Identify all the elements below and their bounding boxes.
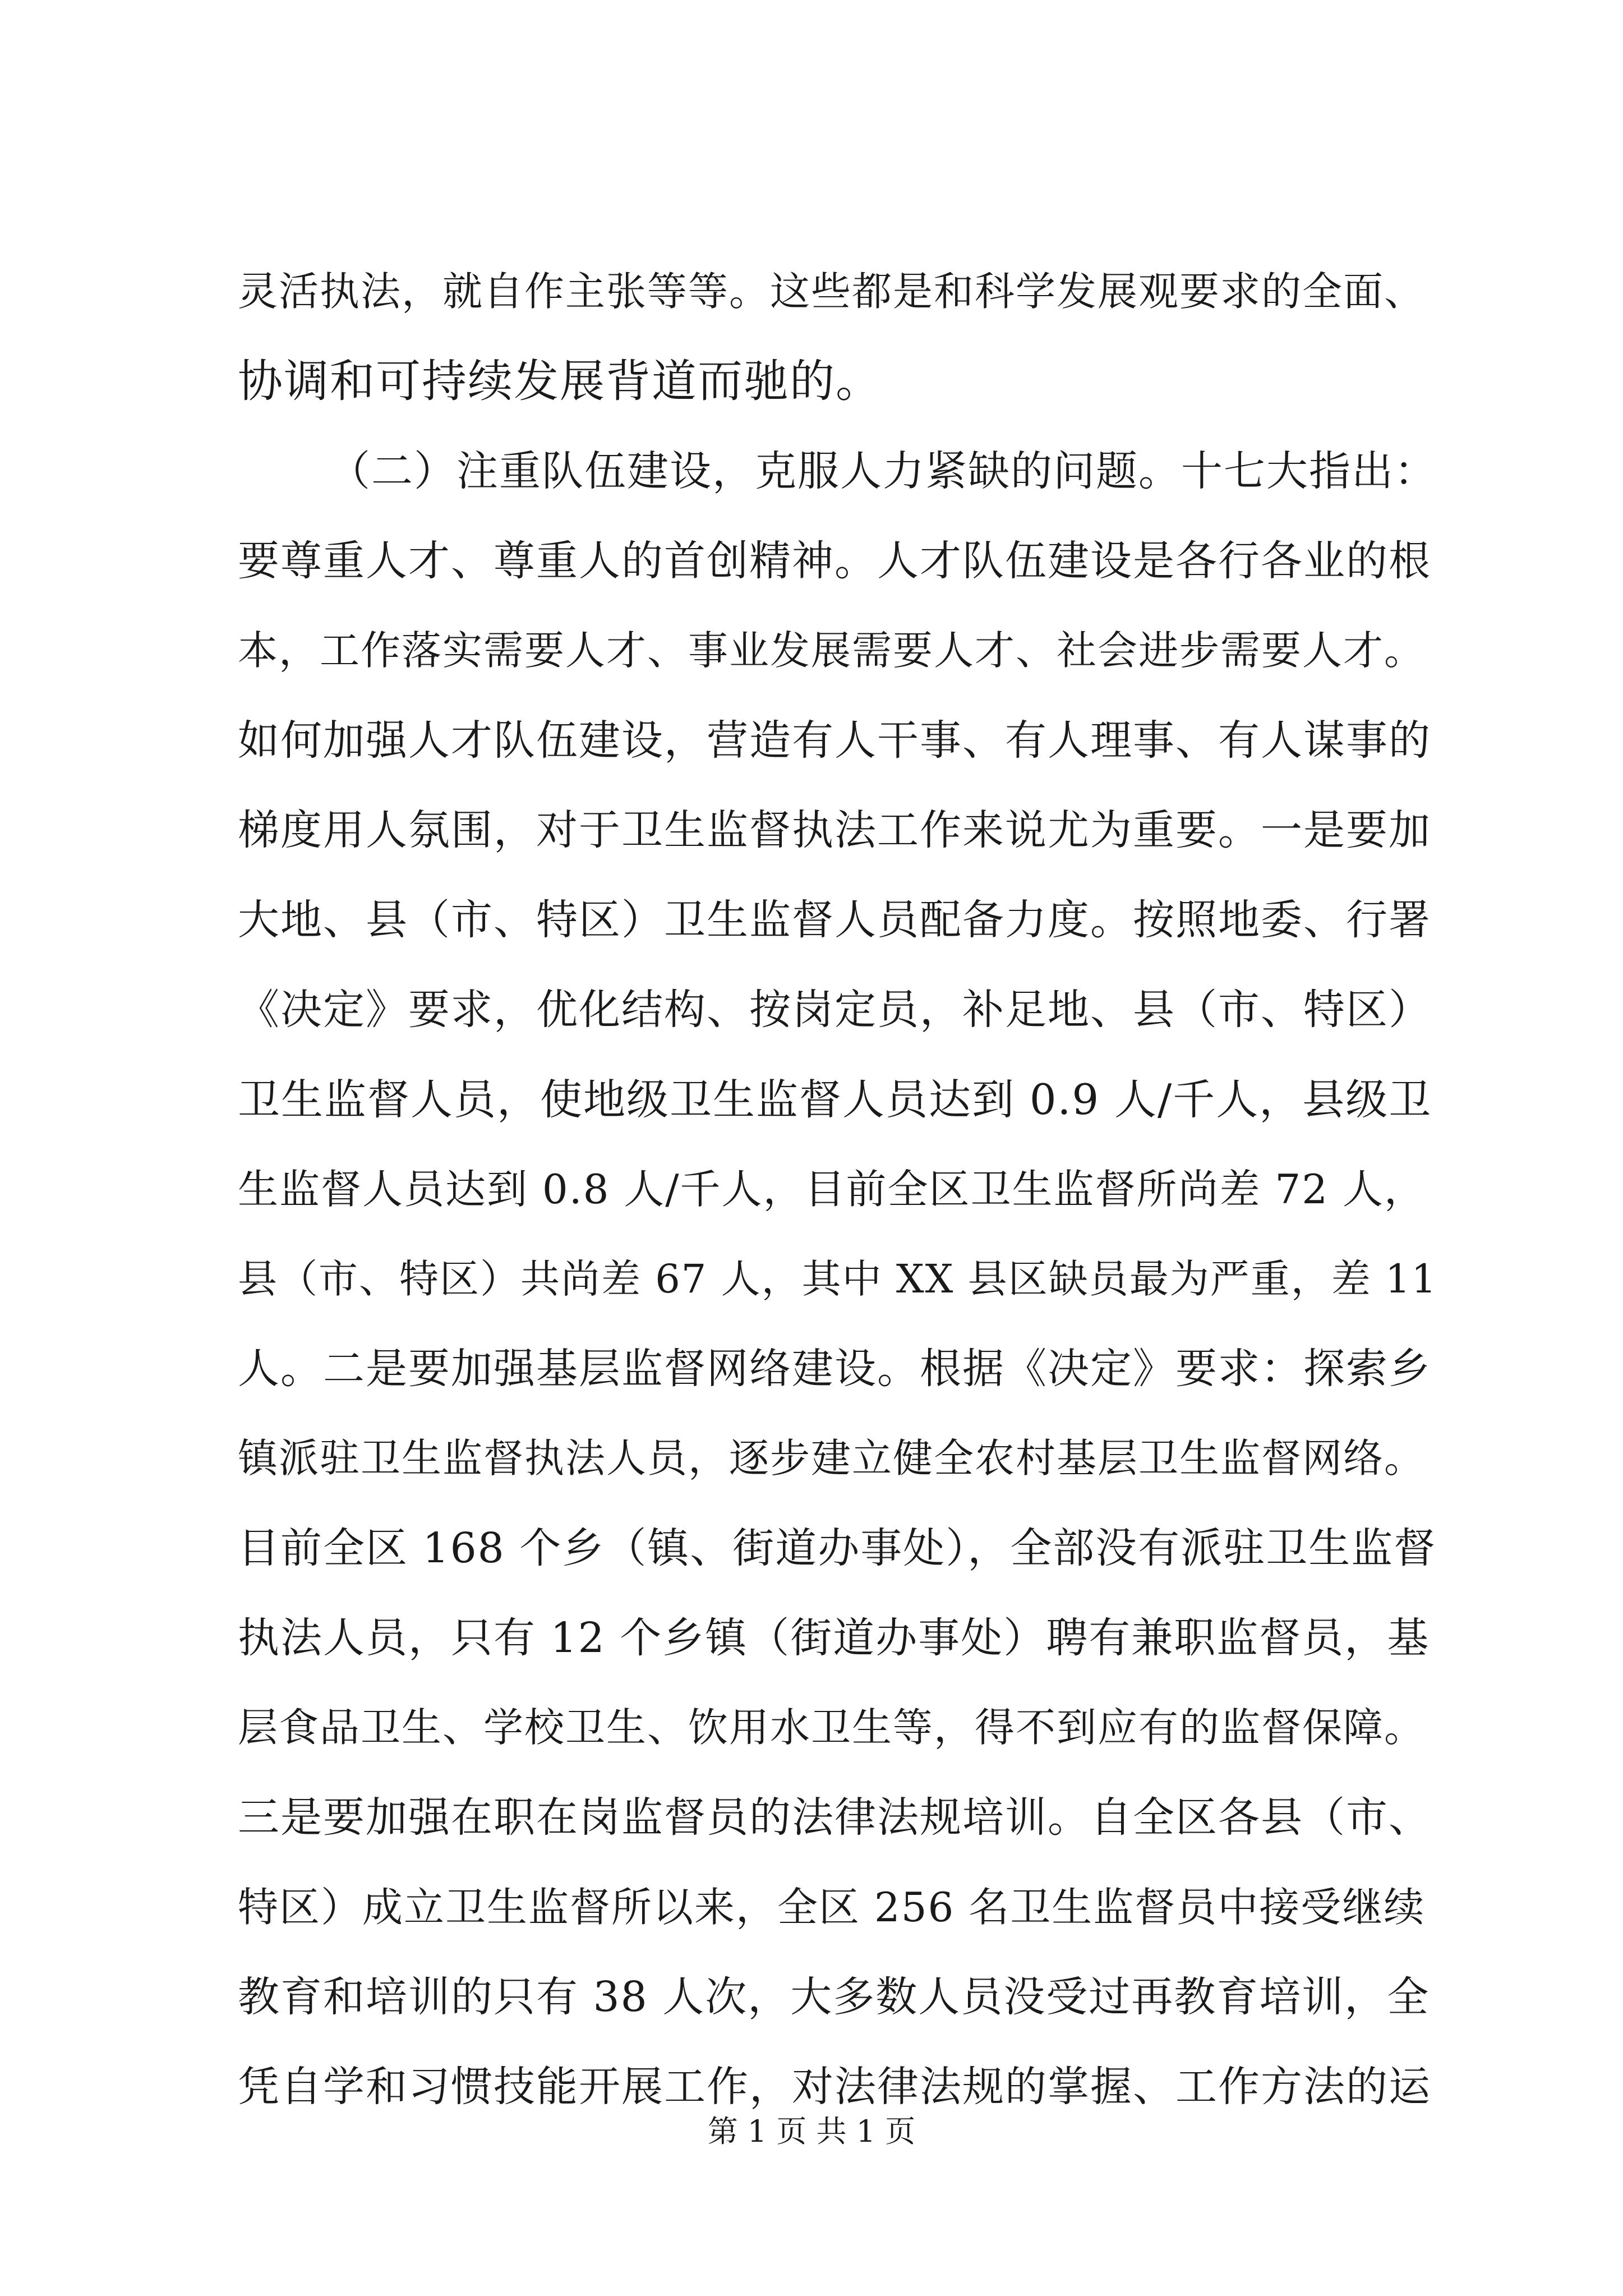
text-line: 本，工作落实需要人才、事业发展需要人才、社会进步需要人才。 — [238, 627, 1426, 674]
text-line: 县（市、特区）共尚差 67 人，其中 XX 县区缺员最为严重，差 11 — [238, 1256, 1438, 1302]
text-line: 教育和培训的只有 38 人次，大多数人员没受过再教育培训，全 — [238, 1973, 1430, 2021]
text-line: 特区）成立卫生监督所以来，全区 256 名卫生监督员中接受继续 — [238, 1884, 1426, 1931]
page-footer: 第 1 页 共 1 页 — [707, 2114, 916, 2149]
text-line: 大地、县（市、特区）卫生监督人员配备力度。按照地委、行署 — [238, 896, 1431, 944]
text-line: 如何加强人才队伍建设，营造有人干事、有人理事、有人谋事的 — [238, 716, 1431, 765]
text-line: 三是要加强在职在岗监督员的法律法规培训。自全区各县（市、 — [238, 1793, 1431, 1842]
text-line: 凭自学和习惯技能开展工作，对法律法规的掌握、工作方法的运 — [238, 2063, 1431, 2111]
text-line: 《决定》要求，优化结构、按岗定员，补足地、县（市、特区） — [238, 986, 1431, 1034]
body-text — [238, 247, 1438, 2132]
text-line: 人。二是要加强基层监督网络建设。根据《决定》要求：探索乡 — [238, 1345, 1431, 1393]
text-line: 目前全区 168 个乡（镇、街道办事处），全部没有派驻卫生监督 — [238, 1524, 1437, 1572]
text-line: 卫生监督人员，使地级卫生监督人员达到 0.9 人/千人，县级卫 — [238, 1075, 1432, 1124]
text-line: 要尊重人才、尊重人的首创精神。人才队伍建设是各行各业的根 — [238, 537, 1431, 585]
text-line: 镇派驻卫生监督执法人员，逐步建立健全农村基层卫生监督网络。 — [238, 1435, 1426, 1481]
text-line: 灵活执法，就自作主张等等。这些都是和科学发展观要求的全面、 — [238, 268, 1426, 315]
text-line: 协调和可持续发展背道而驰的。 — [238, 355, 882, 407]
text-line: 梯度用人氛围，对于卫生监督执法工作来说尤为重要。一是要加 — [238, 806, 1431, 854]
text-line: 生监督人员达到 0.8 人/千人，目前全区卫生监督所尚差 72 人， — [238, 1166, 1426, 1213]
text-line: 执法人员，只有 12 个乡镇（街道办事处）聘有兼职监督员，基 — [238, 1614, 1430, 1662]
text-line: 层食品卫生、学校卫生、饮用水卫生等，得不到应有的监督保障。 — [238, 1704, 1426, 1751]
paragraph-heading-line: （二）注重队伍建设，克服人力紧缺的问题。十七大指出： — [329, 447, 1437, 495]
